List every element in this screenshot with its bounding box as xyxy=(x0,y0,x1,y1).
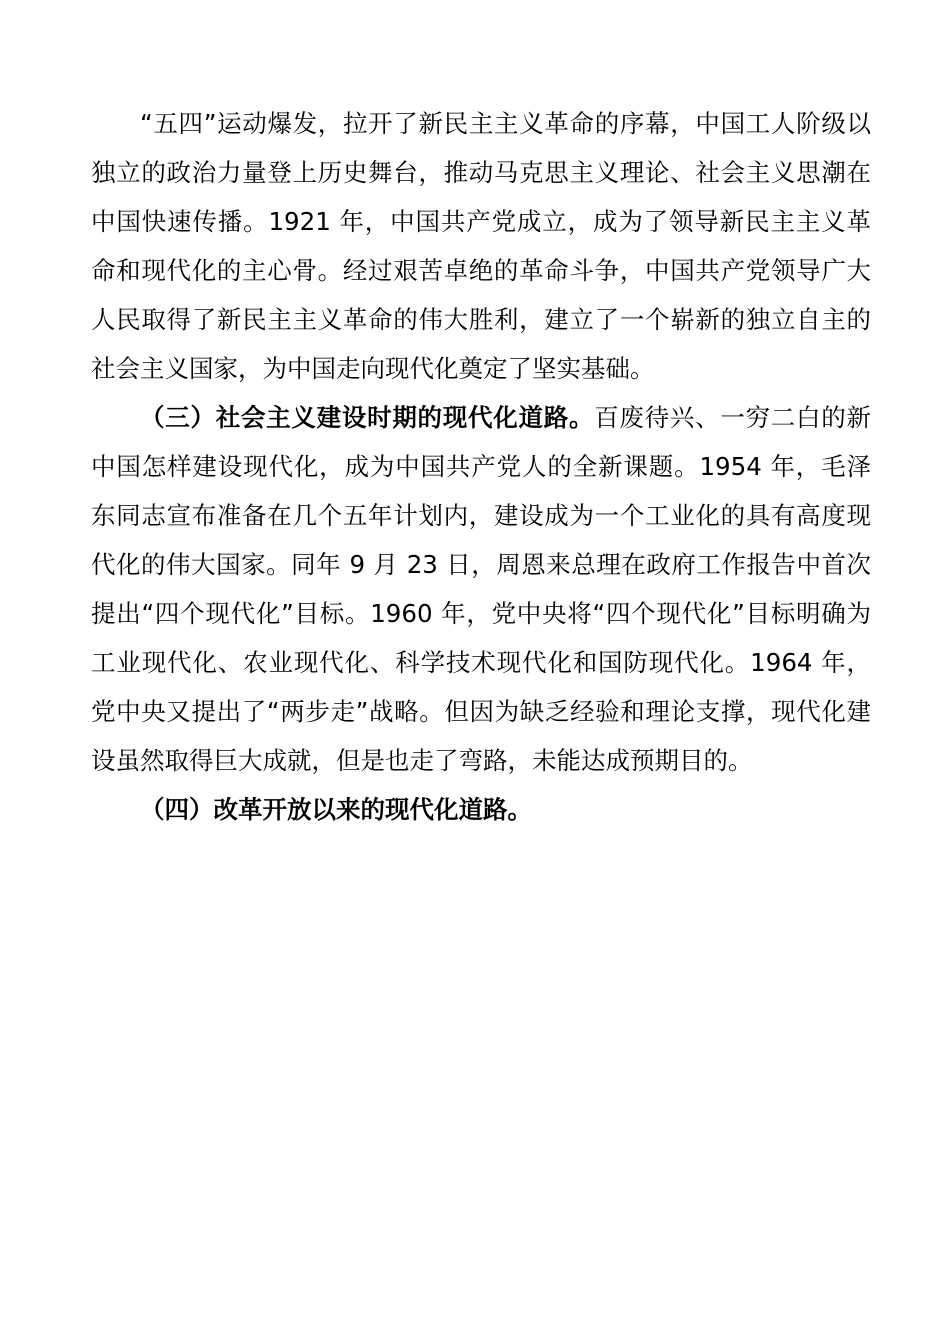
body-text xyxy=(91,99,871,834)
paragraph-socialist-construction xyxy=(91,393,871,785)
paragraph-text: 百废待兴、一穷二白的新中国怎样建设现代化，成为中国共产党人的全新课题。1954 年，毛泽东同志宣布准备在几个五年计划内，建设成为一个工业化的具有高度现代化的伟大国家。同年 9 月 23 日，周恩来总理在政府工作报告中首次提出“四个现代化”目标。1960 年，党中央将“四个现代化”目标明确为工业现代化、农业现代化、科学技术现代化和国防现代化。1964 年，党中央又提出了“两步走”战略。但因为缺乏经验和理论支撑，现代化建设虽然取得巨大成就，但是也走了弯路，未能达成预期目的。 xyxy=(91,403,872,775)
paragraph-reform-opening xyxy=(91,785,871,834)
section-heading-3: （三）社会主义建设时期的现代化道路。 xyxy=(140,403,595,432)
section-heading-4: （四）改革开放以来的现代化道路。 xyxy=(140,795,532,824)
paragraph-text: “五四”运动爆发，拉开了新民主主义革命的序幕，中国工人阶级以独立的政治力量登上历史舞台，推动马克思主义理论、社会主义思潮在中国快速传播。1921 年，中国共产党成立，成为了领导新民主主义革命和现代化的主心骨。经过艰苦卓绝的革命斗争，中国共产党领导广大人民取得了新民主主义革命的伟大胜利，建立了一个崭新的独立自主的社会主义国家，为中国走向现代化奠定了坚实基础。 xyxy=(91,109,871,383)
paragraph-may-fourth xyxy=(91,99,871,393)
